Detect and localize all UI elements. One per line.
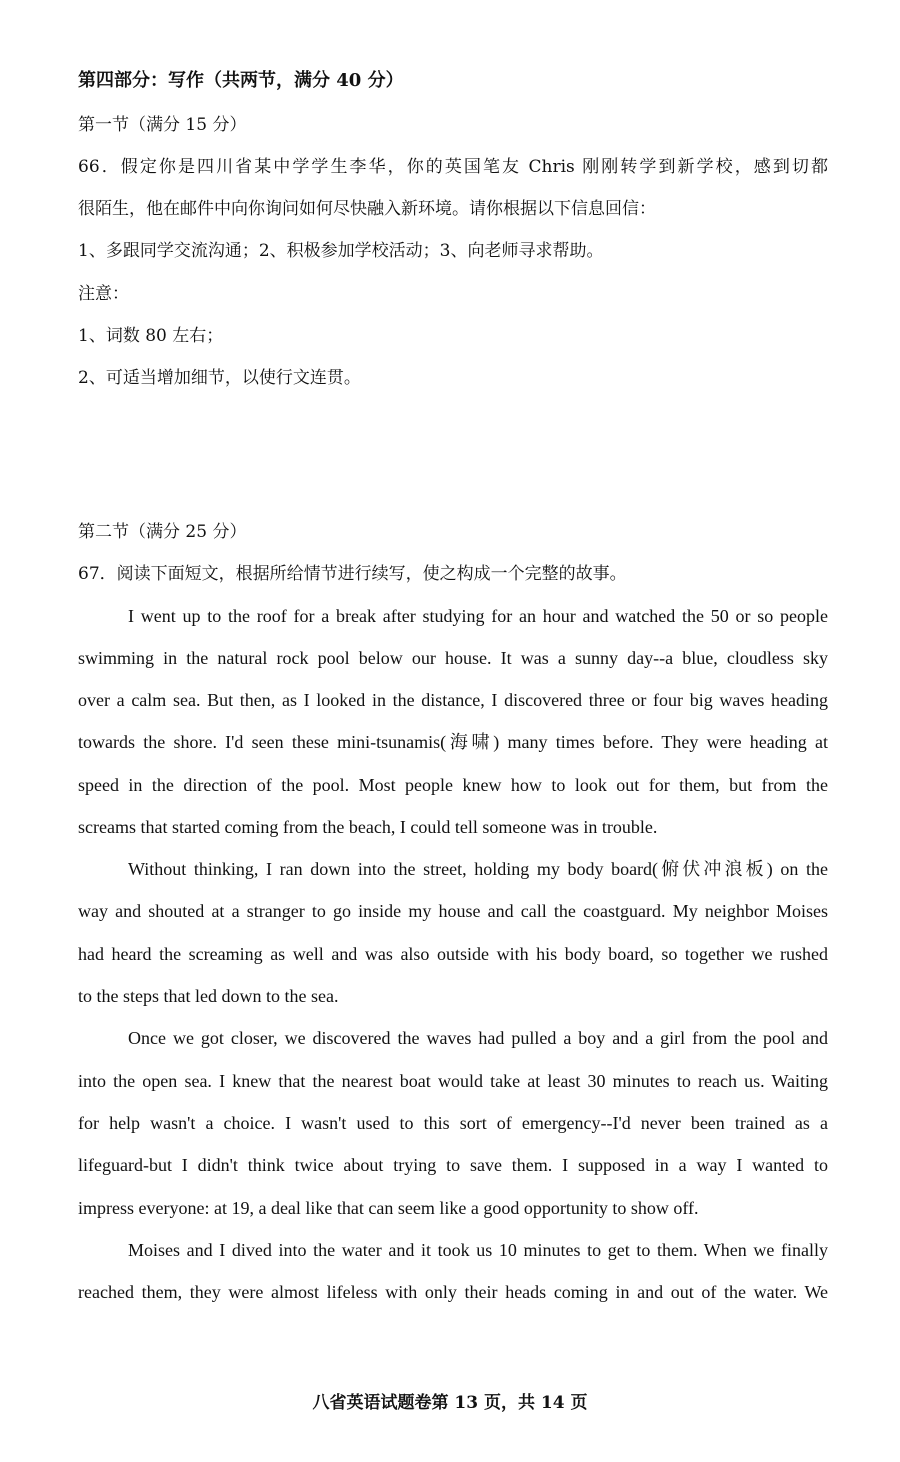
- passage-line: impress everyone: at 19, a deal like that can seem like a good opportunity to show off.: [78, 1198, 699, 1218]
- passage-line: way and shouted at a stranger to go inside my house and call the coastguard. My neighbor Moises: [78, 901, 828, 921]
- note-label: 注意：: [78, 284, 129, 304]
- section2-title: 第二节（满分 25 分）: [78, 522, 247, 542]
- part-title: 第四部分：写作（共两节，满分 40 分）: [78, 70, 404, 91]
- q66-line-1: 66．假定你是四川省某中学学生李华，你的英国笔友 Chris 刚刚转学到新学校，感到切都: [78, 157, 828, 177]
- passage-line: Once we got closer, we discovered the waves had pulled a boy and a girl from the pool and: [128, 1028, 828, 1048]
- passage-line: had heard the screaming as well and was also outside with his body board, so together we rushed: [78, 944, 828, 964]
- passage-line: swimming in the natural rock pool below our house. It was a sunny day--a blue, cloudless sky: [78, 648, 828, 668]
- q66-points: 1、多跟同学交流沟通；2、积极参加学校活动；3、向老师寻求帮助。: [78, 241, 604, 261]
- passage-line: over a calm sea. But then, as I looked in the distance, I discovered three or four big waves heading: [78, 690, 828, 710]
- note-1: 1、词数 80 左右；: [78, 326, 224, 346]
- passage-line: into the open sea. I knew that the nearest boat would take at least 30 minutes to reach us. Waiting: [78, 1071, 828, 1091]
- passage-line: reached them, they were almost lifeless with only their heads coming in and out of the water. We: [78, 1282, 828, 1302]
- passage-line: I went up to the roof for a break after studying for an hour and watched the 50 or so people: [128, 606, 828, 626]
- page-footer: 八省英语试题卷第 13 页，共 14 页: [312, 1393, 588, 1413]
- passage-line: lifeguard-but I didn't think twice about trying to save them. I supposed in a way I wanted to: [78, 1155, 828, 1175]
- passage-line: speed in the direction of the pool. Most people knew how to look out for them, but from the: [78, 775, 828, 795]
- note-2: 2、可适当增加细节，以使行文连贯。: [78, 368, 361, 388]
- section1-title: 第一节（满分 15 分）: [78, 115, 247, 135]
- passage-line: screams that started coming from the beach, I could tell someone was in trouble.: [78, 817, 658, 837]
- q66-line-2: 很陌生，他在邮件中向你询问如何尽快融入新环境。请你根据以下信息回信：: [78, 199, 656, 219]
- passage-line: Without thinking, I ran down into the street, holding my body board(俯伏冲浪板) on the: [128, 859, 828, 879]
- q67-prompt: 67．阅读下面短文，根据所给情节进行续写，使之构成一个完整的故事。: [78, 564, 627, 584]
- passage-line: for help wasn't a choice. I wasn't used to this sort of emergency--I'd never been trained as a: [78, 1113, 828, 1133]
- passage-line: towards the shore. I'd seen these mini-tsunamis(海啸) many times before. They were heading at: [78, 732, 828, 752]
- passage-line: Moises and I dived into the water and it took us 10 minutes to get to them. When we finally: [128, 1240, 828, 1260]
- passage-line: to the steps that led down to the sea.: [78, 986, 339, 1006]
